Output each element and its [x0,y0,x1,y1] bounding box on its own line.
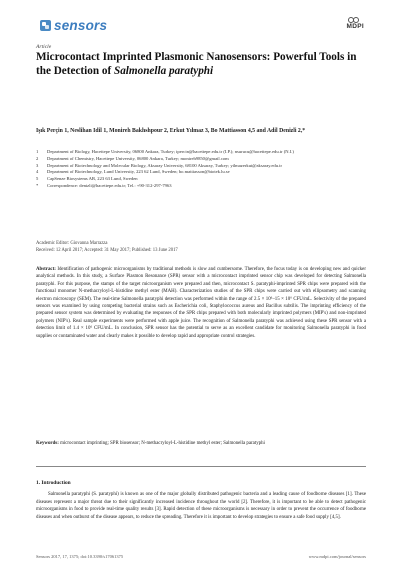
affiliation-item: 1 Department of Biology, Hacettepe University, 06800 Ankara, Turkey; ipercin@hacettepe.edu.tr (I.P.); nsurucu@hacettepe.edu.tr (N.I.) [36,149,294,154]
page-footer [36,554,366,559]
mdpi-logo-icon [348,16,362,23]
abstract-label: Abstract: [36,267,56,272]
article-type: Article [36,44,52,50]
article-meta [36,241,366,255]
affiliation-item: 2 Department of Chemistry, Hacettepe University, 06800 Ankara, Turkey; monireh9850@gmail.com [36,155,229,161]
section-divider [36,466,366,467]
introduction-heading: 1. Introduction [36,480,71,486]
affiliation-item: 5 CapSenze Biosystems AB, 223 63 Lund, Sweden [36,176,138,182]
keywords-label: Keywords: [36,441,59,446]
affiliation-item: 4 Department of Biotechnology, Lund University, 223 62 Lund, Sweden; bo.mattiasson@biotek.lu.se [36,169,230,175]
introduction-text: Salmonella paratyphi (S. paratyphi) is known as one of the major globally distributed pathogenic bacteria and a leading cause of foodborne diseases [1]. These diseases represent a major threat due to their significantly increased incidence throughout the world [2]. Therefore, it is important to be able to detect pathogenic microorganisms in food to provide real-time quality results [3]. Rapid detection of these microorganisms is necessary in order to prevent the occurrence of foodborne diseases and when outburst of the disease appears, to reduce the spreading. Therefore it is important to develop strategies to ensure a safe food supply [4,5]. [36,492,366,520]
title-main: Microcontact Imprinted Plasmonic Nanosensors: Powerful Tools in the Detection of [36,51,357,77]
keywords-text: microcontact imprinting; SPR biosensor; N-methacryloyl-L-histidine methyl ester; Salmonella paratyphi [60,441,265,446]
affiliation-item: 3 Department of Biotechnology and Molecular Biology, Aksaray University, 68100 Aksaray, Turkey; yilmazerkut@aksaray.edu.tr [36,162,282,168]
affiliation-list [36,149,366,190]
correspondence-item: * Correspondence: denizli@hacettepe.edu.tr; Tel.: +90-312-297-7963 [36,182,172,188]
academic-editor: Academic Editor: Giovanna Marrazza [36,241,108,246]
publisher-name: MDPI [346,23,364,30]
author-list: Işık Perçin 1, Neslihan Idil 1, Monireh Bakhshpour 2, Erkut Yılmaz 3, Bo Mattiasson 4,5 and Adil Denizli 2,* [36,128,306,134]
page-header [40,12,364,38]
abstract [36,266,366,340]
keywords [36,440,366,447]
journal-logo[interactable] [40,18,107,33]
article-title [36,51,366,79]
title-organism: Salmonella paratyphi [113,64,214,77]
article-dates: Received: 12 April 2017; Accepted: 31 May 2017; Published: 13 June 2017 [36,247,178,253]
journal-website-link[interactable]: www.mdpi.com/journal/sensors [308,554,366,559]
publisher-logo[interactable] [347,16,364,30]
journal-name: sensors [54,18,108,33]
sensors-logo-icon [40,20,51,31]
citation: Sensors 2017, 17, 1375; doi:10.3390/s17061375 [36,554,124,559]
abstract-text: Identification of pathogenic microorganisms by traditional methods is slow and cumbersome. Therefore, the focus today is on developing new and quicker analytical methods. In this study, a Surface Plasmon Resonance (SPR) sensor with a microcontact imprinted sensor chip was developed for detecting Salmonella paratyphi. For this purpose, the stamps of the target microorganism were prepared and then, microcontact S. paratyphi-imprinted SPR chips were prepared with the functional monomer N-methacryloyl-L-histidine methyl ester (MAH). Characterization studies of the SPR chips were carried out with ellipsometry and scanning electron microscopy (SEM). The real-time Salmonella paratyphi detection was performed within the range of 2.5 × 10⁶–15 × 10⁶ CFU/mL. Selectivity of the prepared sensors was examined by using competing bacterial strains such as Escherichia coli, Staphylococcus aureus and Bacillus subtilis. The imprinting efficiency of the prepared sensor system was determined by evaluating the responses of the SPR chips prepared with both molecularly imprinted polymers (MIP's) and non-imprinted polymers (NIP's). Real sample experiments were performed with apple juice. The recognition of Salmonella paratyphi was achieved using these SPR sensor with a detection limit of 1.4 × 10⁶ CFU/mL. In conclusion, SPR sensor has the potential to serve as an excellent candidate for monitoring Salmonella paratyphi in food supplies or contaminated water and clearly makes it possible to develop rapid and appropriate control strategies. [36,267,366,339]
